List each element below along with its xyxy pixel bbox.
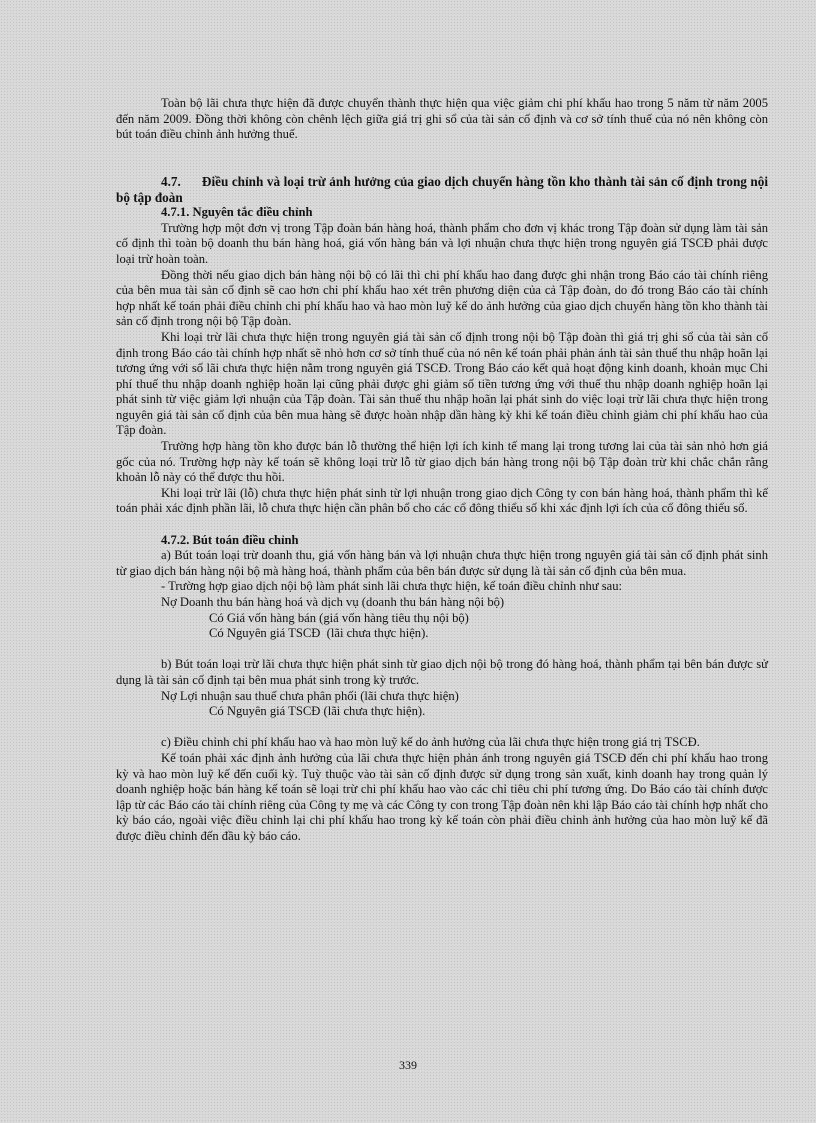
journal-credit-line: Có Nguyên giá TSCĐ (lãi chưa thực hiện).	[209, 704, 426, 719]
paragraph: Trường hợp một đơn vị trong Tập đoàn bán hàng hoá, thành phẩm cho đơn vị khác trong Tập đoàn sử dụng làm tài sản cố định thì toàn bộ doanh thu bán hàng hoá, giá vốn hàng bán và lợi nhuận chưa thực hiện trong nguyên giá TSCĐ phải được loại trừ hoàn toàn.	[116, 220, 768, 266]
document-page	[116, 96, 772, 845]
journal-debit-line: Nợ Doanh thu bán hàng hoá và dịch vụ (doanh thu bán hàng nội bộ)	[161, 595, 505, 609]
paragraph: c) Điều chỉnh chi phí khấu hao và hao mòn luỹ kế do ảnh hưởng của lãi chưa thực hiện trong giá trị TSCĐ.	[161, 735, 700, 750]
journal-debit-line: Nợ Lợi nhuận sau thuế chưa phân phối (lãi chưa thực hiện)	[161, 688, 459, 703]
section-heading-4-7: 4.7. Điều chỉnh và loại trừ ảnh hưởng của giao dịch chuyển hàng tồn kho thành tài sản cố định trong nội bộ tập đoàn	[116, 173, 772, 205]
page-number: 339	[399, 1058, 417, 1072]
paragraph: Đồng thời nếu giao dịch bán hàng nội bộ có lãi thì chi phí khấu hao đang được ghi nhận trong Báo cáo tài chính riêng của bên mua tài sản cố định sẽ cao hơn chi phí khấu hao xét trên phương diện của cả Tập đoàn, do đó trong Báo cáo tài chính hợp nhất kế toán phải điều chỉnh chi phí khấu hao và hao mòn luỹ kế do ảnh hưởng của giao dịch chuyển hàng tồn kho thành tài sản cố định trong nội bộ Tập đoàn.	[116, 267, 768, 329]
subsection-heading-4-7-1: 4.7.1. Nguyên tắc điều chỉnh	[161, 205, 313, 220]
paragraph: Kế toán phải xác định ảnh hưởng của lãi chưa thực hiện phản ánh trong nguyên giá TSCĐ đến chi phí khấu hao trong kỳ và hao mòn luỹ kế đến cuối kỳ. Tuỳ thuộc vào tài sản cố định được sử dụng trong sản xuất, kinh doanh hay trong quản lý doanh nghiệp hoặc bán hàng kế toán sẽ loại trừ chi phí khấu hao vào các chỉ tiêu chi phí tương ứng. Do Báo cáo tài chính được lập từ các Báo cáo tài chính riêng của Công ty mẹ và các Công ty con trong Tập đoàn nên khi lập Báo cáo tài chính hợp nhất cho kỳ báo cáo, ngoài việc điều chỉnh lại chi phí khấu hao trong kỳ kế toán còn phải điều chỉnh ảnh hưởng của hao mòn luỹ kế đã được điều chỉnh đến đầu kỳ báo cáo.	[116, 750, 768, 843]
paragraph: Trường hợp hàng tồn kho được bán lỗ thường thể hiện lợi ích kinh tế mang lại trong tương lai của tài sản nhỏ hơn giá gốc của nó. Trường hợp này kế toán sẽ không loại trừ lỗ từ giao dịch bán hàng trong nội bộ Tập đoàn trừ khi chắc chắn rằng khoản lỗ này có thể được thu hồi.	[116, 439, 768, 485]
paragraph: - Trường hợp giao dịch nội bộ làm phát sinh lãi chưa thực hiện, kế toán điều chỉnh như sau:	[161, 579, 623, 594]
paragraph: Khi loại trừ lãi chưa thực hiện trong nguyên giá tài sản cố định trong nội bộ Tập đoàn thì giá trị ghi sổ của tài sản cố định trong Báo cáo tài chính hợp nhất sẽ nhỏ hơn cơ sở tính thuế của nó nên kế toán phải phản ánh tài sản thuế thu nhập hoãn lại tương ứng với số lãi chưa thực hiện nằm trong nguyên giá TSCĐ. Trong Báo cáo kết quả hoạt động kinh doanh, khoản mục Chi phí thuế thu nhập doanh nghiệp hoãn lại cũng phải được ghi giảm số tiền tương ứng với thuế thu nhập doanh nghiệp hoãn lại phát sinh từ việc giảm lợi nhuận của Tập đoàn. Tài sản thuế thu nhập hoãn lại phát sinh do việc loại trừ lãi chưa thực hiện trong nguyên giá tài sản cố định của bên mua hàng sẽ được hoàn nhập dần hàng kỳ khi kế toán điều chỉnh giảm chi phí khấu hao của Tập đoàn.	[116, 329, 768, 438]
paragraph: Toàn bộ lãi chưa thực hiện đã được chuyển thành thực hiện qua việc giảm chi phí khấu hao trong 5 năm từ năm 2005 đến năm 2009. Đồng thời không còn chênh lệch giữa giá trị ghi sổ của tài sản cố định và cơ sở tính thuế của nó nên không còn bút toán điều chỉnh ảnh hưởng thuế.	[116, 96, 768, 142]
journal-credit-line: Có Giá vốn hàng bán (giá vốn hàng tiêu thụ nội bộ)	[209, 610, 469, 625]
subsection-heading-4-7-2: 4.7.2. Bút toán điều chỉnh	[161, 532, 299, 547]
paragraph: b) Bút toán loại trừ lãi chưa thực hiện phát sinh từ giao dịch nội bộ trong đó hàng hoá, thành phẩm tại bên bán được sử dụng là tài sản cố định tại bên mua phát sinh trong kỳ trước.	[116, 657, 768, 687]
paragraph: Khi loại trừ lãi (lỗ) chưa thực hiện phát sinh từ lợi nhuận trong giao dịch Công ty con bán hàng hoá, thành phẩm thì kế toán phải xác định phần lãi, lỗ chưa thực hiện cần phân bổ cho các cổ đông thiểu số khi xác định lợi ích của cổ đông thiểu số.	[116, 485, 768, 516]
paragraph: a) Bút toán loại trừ doanh thu, giá vốn hàng bán và lợi nhuận chưa thực hiện trong nguyên giá tài sản cố định phát sinh từ giao dịch bán hàng nội bộ mà hàng hoá, thành phẩm của bên bán được sử dụng là tài sản cố định của bên mua.	[116, 548, 768, 578]
journal-credit-line: Có Nguyên giá TSCĐ (lãi chưa thực hiện).	[209, 626, 429, 641]
